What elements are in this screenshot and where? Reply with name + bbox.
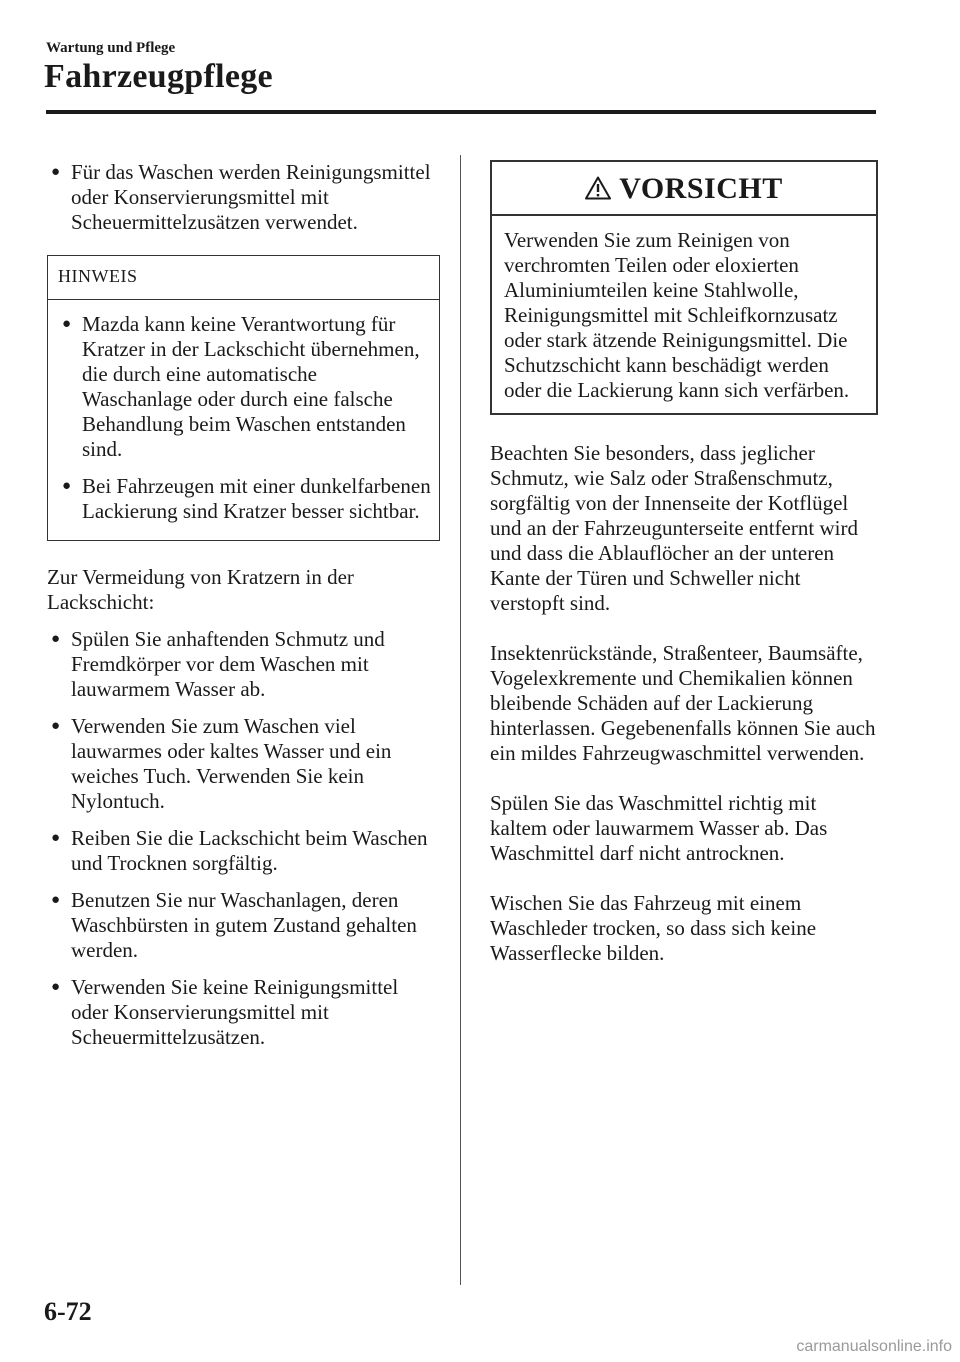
list-item-text: Reiben Sie die Lackschicht beim Waschen und Trocknen sorgfältig.: [71, 826, 428, 875]
intro-bullet-list: [47, 160, 435, 235]
list-item: [47, 160, 435, 235]
hinweis-box: [47, 255, 440, 541]
hinweis-label: HINWEIS: [48, 256, 439, 300]
watermark: carmanualsonline.info: [796, 1338, 952, 1355]
list-item-text: Mazda kann keine Verantwortung für Kratzer in der Lackschicht übernehmen, die durch eine automatische Waschanlage oder durch eine falsche Behandlung beim Waschen entstanden sind.: [82, 312, 420, 461]
paragraph: Insektenrückstände, Straßenteer, Baumsäfte, Vogelexkremente und Chemikalien können bleibende Schäden auf der Lackierung hinterlassen. Gegebenenfalls können Sie auch ein mildes Fahrzeugwaschmittel verwenden.: [490, 641, 876, 765]
list-item: [47, 888, 435, 963]
left-column: [47, 160, 435, 1062]
right-column: [490, 160, 878, 991]
list-item: [58, 312, 431, 462]
vorsicht-box: [490, 160, 878, 415]
paragraph: Beachten Sie besonders, dass jeglicher Schmutz, wie Salz oder Straßenschmutz, sorgfältig von der Innenseite der Kotflügel und an der Fahrzeugunterseite entfernt wird und dass die Ablauflöcher an der unteren Kante der Türen und Schweller nicht verstopft sind.: [490, 441, 858, 615]
bullet-icon: ●: [62, 478, 72, 494]
care-bullet-list: [47, 627, 435, 1050]
column-divider: [460, 155, 461, 1285]
bullet-icon: ●: [51, 892, 61, 908]
list-item-text: Bei Fahrzeugen mit einer dunkelfarbenen Lackierung sind Kratzer besser sichtbar.: [82, 474, 431, 523]
paragraph: Wischen Sie das Fahrzeug mit einem Waschleder trocken, so dass sich keine Wasserflecke bilden.: [490, 891, 817, 965]
hinweis-bullet-list: [58, 312, 431, 524]
list-item-text: Verwenden Sie zum Waschen viel lauwarmes oder kaltes Wasser und ein weiches Tuch. Verwenden Sie kein Nylontuch.: [71, 714, 392, 813]
bullet-icon: ●: [51, 164, 61, 180]
bullet-icon: ●: [51, 718, 61, 734]
page-number: 6-72: [44, 1297, 92, 1326]
list-item-text: Spülen Sie anhaftenden Schmutz und Fremdkörper vor dem Waschen mit lauwarmem Wasser ab.: [71, 627, 385, 701]
warning-triangle-icon: [585, 176, 611, 200]
list-item: [47, 975, 435, 1050]
page-title: Fahrzeugpflege: [44, 58, 273, 95]
list-item: [47, 714, 435, 814]
bullet-icon: ●: [62, 316, 72, 332]
list-item: [47, 627, 435, 702]
header-rule: [46, 110, 876, 114]
hinweis-body: [48, 300, 439, 540]
intro-paragraph: Zur Vermeidung von Kratzern in der Lackschicht:: [47, 565, 354, 614]
vorsicht-text: Verwenden Sie zum Reinigen von verchromten Teilen oder eloxierten Aluminiumteilen keine Stahlwolle, Reinigungsmittel mit Schleifkornzusatz oder stark ätzende Reinigungsmittel. Die Schutzschicht kann beschädigt werden oder die Lackierung kann sich verfärben.: [504, 228, 850, 402]
vorsicht-label: VORSICHT: [619, 171, 783, 205]
list-item: [58, 474, 431, 524]
bullet-icon: ●: [51, 631, 61, 647]
list-item-text: Verwenden Sie keine Reinigungsmittel oder Konservierungsmittel mit Scheuermittelzusätzen.: [71, 975, 399, 1049]
bullet-icon: ●: [51, 979, 61, 995]
list-item-text: Für das Waschen werden Reinigungsmittel oder Konservierungsmittel mit Scheuermittelzusätzen verwendet.: [71, 160, 431, 234]
list-item-text: Benutzen Sie nur Waschanlagen, deren Waschbürsten in gutem Zustand gehalten werden.: [71, 888, 417, 962]
section-label: Wartung und Pflege: [46, 40, 176, 56]
list-item: [47, 826, 435, 876]
paragraph: Spülen Sie das Waschmittel richtig mit kaltem oder lauwarmem Wasser ab. Das Waschmittel darf nicht antrocknen.: [490, 791, 828, 865]
vorsicht-header: [492, 162, 876, 216]
bullet-icon: ●: [51, 830, 61, 846]
